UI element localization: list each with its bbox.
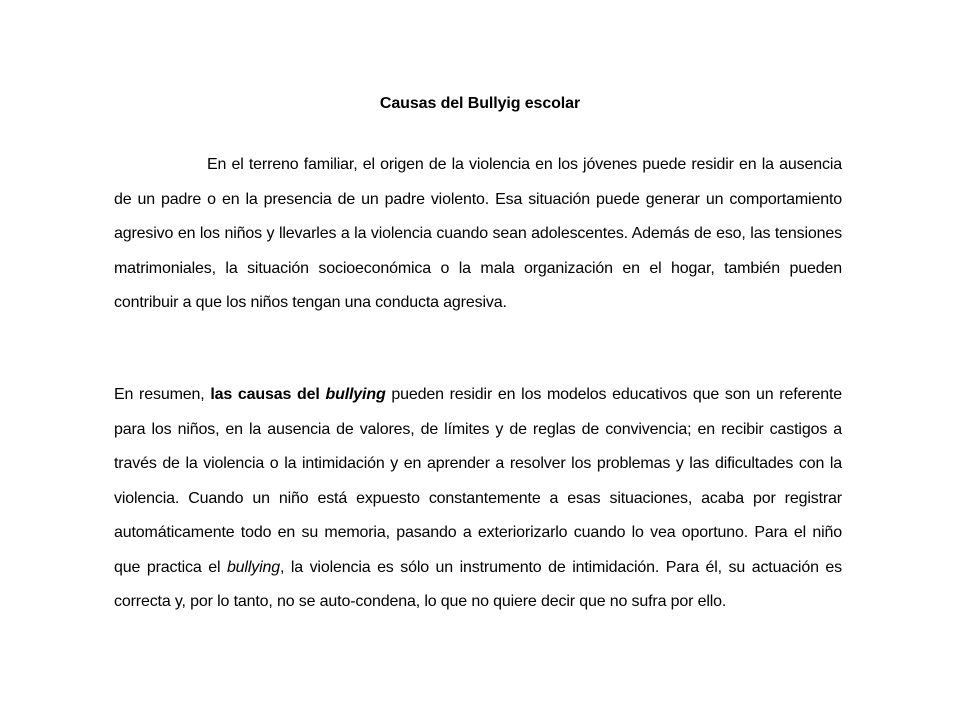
paragraph-family-causes: En el terreno familiar, el origen de la violencia en los jóvenes puede residir en la ausencia de un padre o en la presencia de un padre violento. Esa situación puede generar un comportamiento agresivo en los niños y llevarles a la violencia cuando sean adolescentes. Además de eso, las tensiones matrimoniales, la situación socioeconómica o la mala organización en el hogar, también pueden contribuir a que los niños tengan una conducta agresiva. — [114, 156, 842, 311]
paragraph-summary — [114, 378, 842, 620]
summary-bold-phrase: las causas del — [210, 386, 326, 403]
summary-italic-term: bullying — [226, 558, 280, 576]
summary-text-end: , la violencia es sólo un instrumento de intimidación. Para él, su actuación es correcta y, por lo tanto, no se auto-condena, lo que no quiere decir que no sufra por ello. — [114, 558, 843, 610]
summary-text-body: pueden residir en los modelos educativos que son un referente para los niños, en la ausencia de valores, de límites y de reglas de convivencia; en recibir castigos a través de la violencia o la intimidación y en aprender a resolver los problemas y las dificultades con la violencia. Cuando un niño está expuesto constantemente a esas situaciones, acaba por registrar automáticamente todo en su memoria, pasando a exteriorizarlo cuando lo vea oportuno. Para el niño que practica el — [114, 386, 842, 576]
document-title: Causas del Bullyig escolar — [379, 95, 581, 112]
summary-bold-italic-term: bullying — [325, 386, 386, 403]
summary-text-intro: En resumen, — [114, 386, 211, 403]
